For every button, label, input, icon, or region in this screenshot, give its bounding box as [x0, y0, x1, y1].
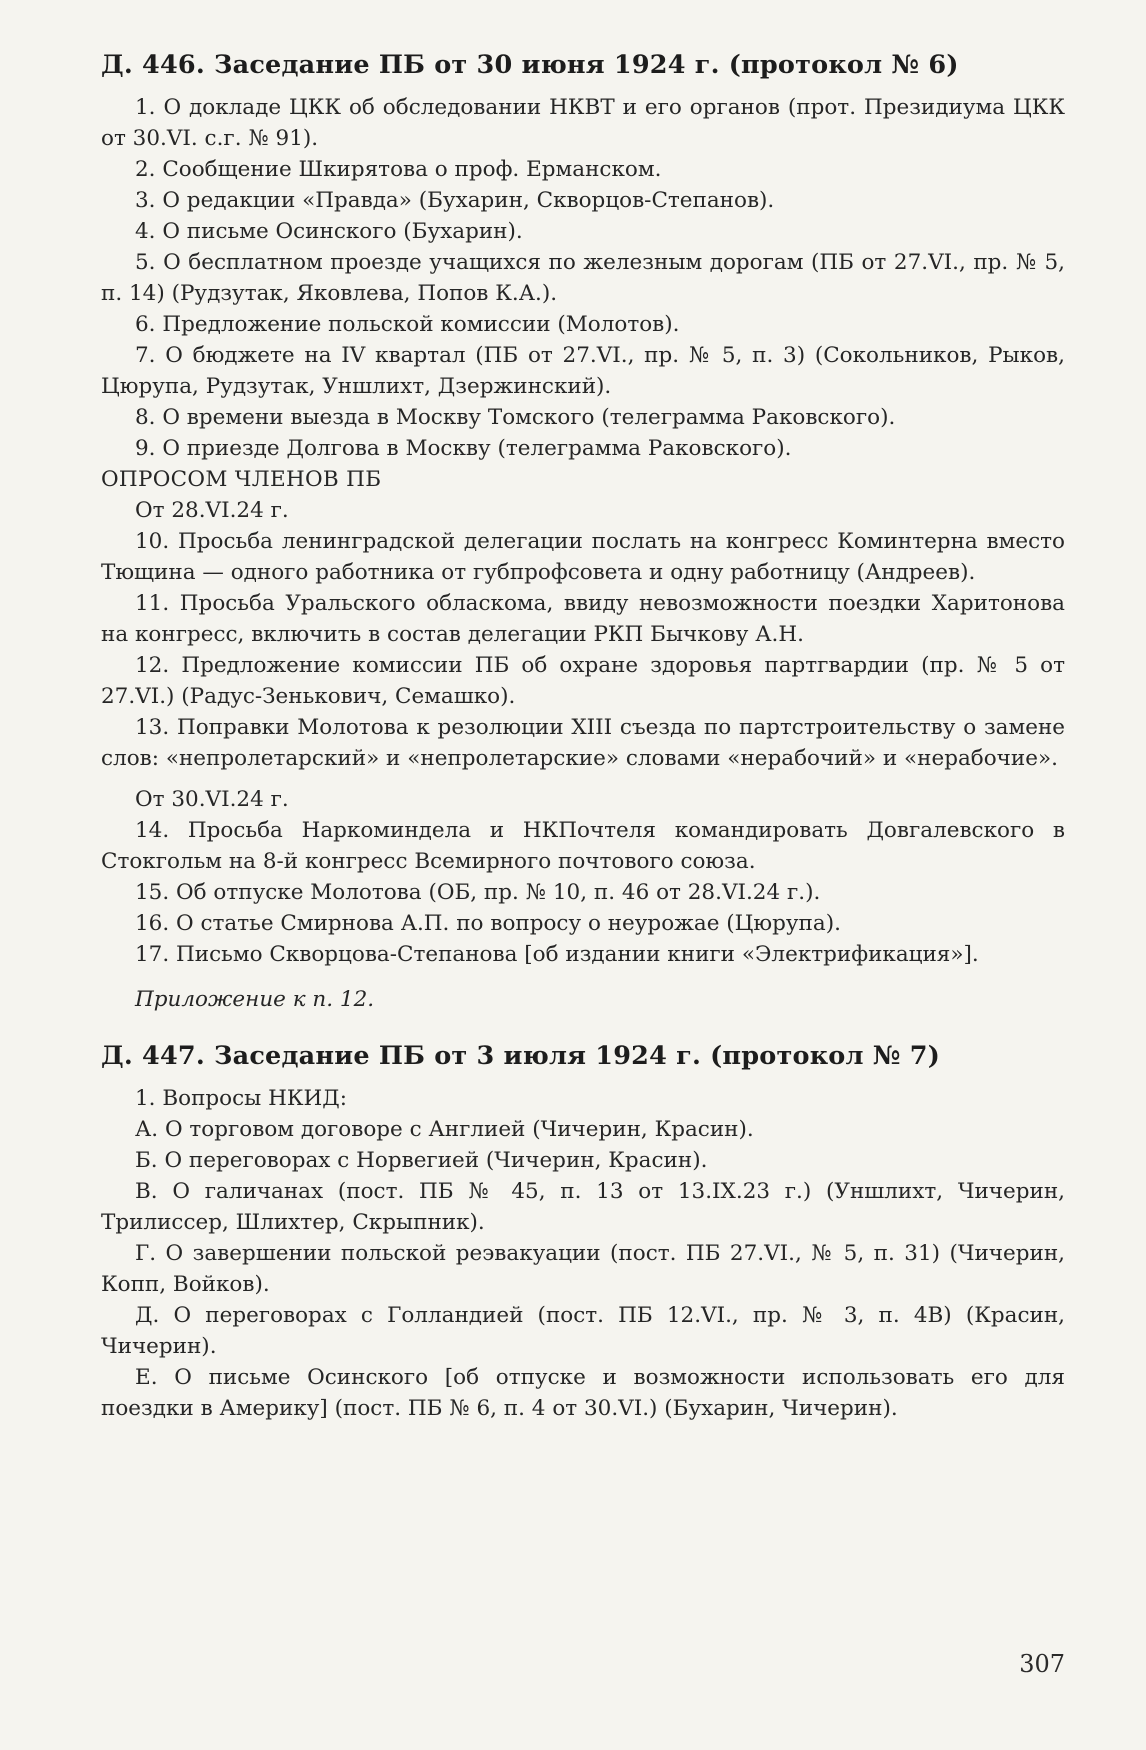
agenda-item: 12. Предложение комиссии ПБ об охране здоровья партгвардии (пр. № 5 от 27.VI.) (Радус-Зенькович, Семашко). [101, 653, 1065, 709]
poll-heading: ОПРОСОМ ЧЛЕНОВ ПБ [101, 467, 382, 492]
doc-446-title: Д. 446. Заседание ПБ от 30 июня 1924 г. (протокол № 6) [101, 50, 959, 80]
page-number: 307 [1019, 1650, 1065, 1678]
agenda-item: 1. О докладе ЦКК об обследовании НКВТ и его органов (прот. Президиума ЦКК от 30.VI. с.г. № 91). [101, 95, 1065, 151]
agenda-item: 3. О редакции «Правда» (Бухарин, Скворцов-Степанов). [135, 188, 775, 213]
poll-date: От 30.VI.24 г. [135, 787, 289, 812]
agenda-item: 10. Просьба ленинградской делегации послать на конгресс Коминтерна вместо Тющина — одного работника от губпрофсовета и одну работницу (Андреев). [101, 529, 1065, 585]
agenda-item: 9. О приезде Долгова в Москву (телеграмма Раковского). [135, 436, 792, 461]
agenda-item: 2. Сообщение Шкирятова о проф. Ерманском. [135, 157, 662, 182]
doc-446-agenda [101, 92, 1065, 1015]
agenda-item: Б. О переговорах с Норвегией (Чичерин, Красин). [135, 1148, 708, 1173]
agenda-item: 14. Просьба Наркоминдела и НКПочтеля командировать Довгалевского в Стокгольм на 8-й конгресс Всемирного почтового союза. [101, 818, 1065, 874]
agenda-item: 6. Предложение польской комиссии (Молотов). [135, 312, 680, 337]
agenda-item: А. О торговом договоре с Англией (Чичерин, Красин). [135, 1117, 754, 1142]
agenda-item: 13. Поправки Молотова к резолюции XIII съезда по партстроительству о замене слов: «непролетарский» и «непролетарские» словами «нерабочий» и «нерабочие». [101, 715, 1065, 771]
doc-447-agenda [101, 1083, 1065, 1424]
agenda-item: 17. Письмо Скворцова-Степанова [об издании книги «Электрификация»]. [135, 942, 979, 967]
doc-447-title: Д. 447. Заседание ПБ от 3 июля 1924 г. (протокол № 7) [101, 1041, 940, 1071]
agenda-item: 15. Об отпуске Молотова (ОБ, пр. № 10, п. 46 от 28.VI.24 г.). [135, 880, 821, 905]
poll-date: От 28.VI.24 г. [135, 498, 289, 523]
agenda-item: 11. Просьба Уральского обласкома, ввиду невозможности поездки Харитонова на конгресс, включить в состав делегации РКП Бычкову А.Н. [101, 591, 1065, 647]
appendix-note: Приложение к п. 12. [135, 987, 375, 1012]
document-page [101, 48, 1065, 1424]
agenda-item: 7. О бюджете на IV квартал (ПБ от 27.VI., пр. № 5, п. 3) (Сокольников, Рыков, Цюрупа, Рудзутак, Уншлихт, Дзержинский). [101, 343, 1065, 399]
agenda-item: 1. Вопросы НКИД: [135, 1086, 347, 1111]
agenda-item: Д. О переговорах с Голландией (пост. ПБ 12.VI., пр. № 3, п. 4В) (Красин, Чичерин). [101, 1303, 1065, 1359]
agenda-item: 16. О статье Смирнова А.П. по вопросу о неурожае (Цюрупа). [135, 911, 841, 936]
agenda-item: 5. О бесплатном проезде учащихся по железным дорогам (ПБ от 27.VI., пр. № 5, п. 14) (Рудзутак, Яковлева, Попов К.А.). [101, 250, 1065, 306]
agenda-item: Г. О завершении польской реэвакуации (пост. ПБ 27.VI., № 5, п. 31) (Чичерин, Копп, Войков). [101, 1241, 1065, 1297]
agenda-item: Е. О письме Осинского [об отпуске и возможности использовать его для поездки в Америку] (пост. ПБ № 6, п. 4 от 30.VI.) (Бухарин, Чичерин). [101, 1365, 1065, 1421]
agenda-item: 4. О письме Осинского (Бухарин). [135, 219, 523, 244]
agenda-item: В. О галичанах (пост. ПБ № 45, п. 13 от 13.IX.23 г.) (Уншлихт, Чичерин, Трилиссер, Шлихтер, Скрыпник). [101, 1179, 1065, 1235]
agenda-item: 8. О времени выезда в Москву Томского (телеграмма Раковского). [135, 405, 896, 430]
